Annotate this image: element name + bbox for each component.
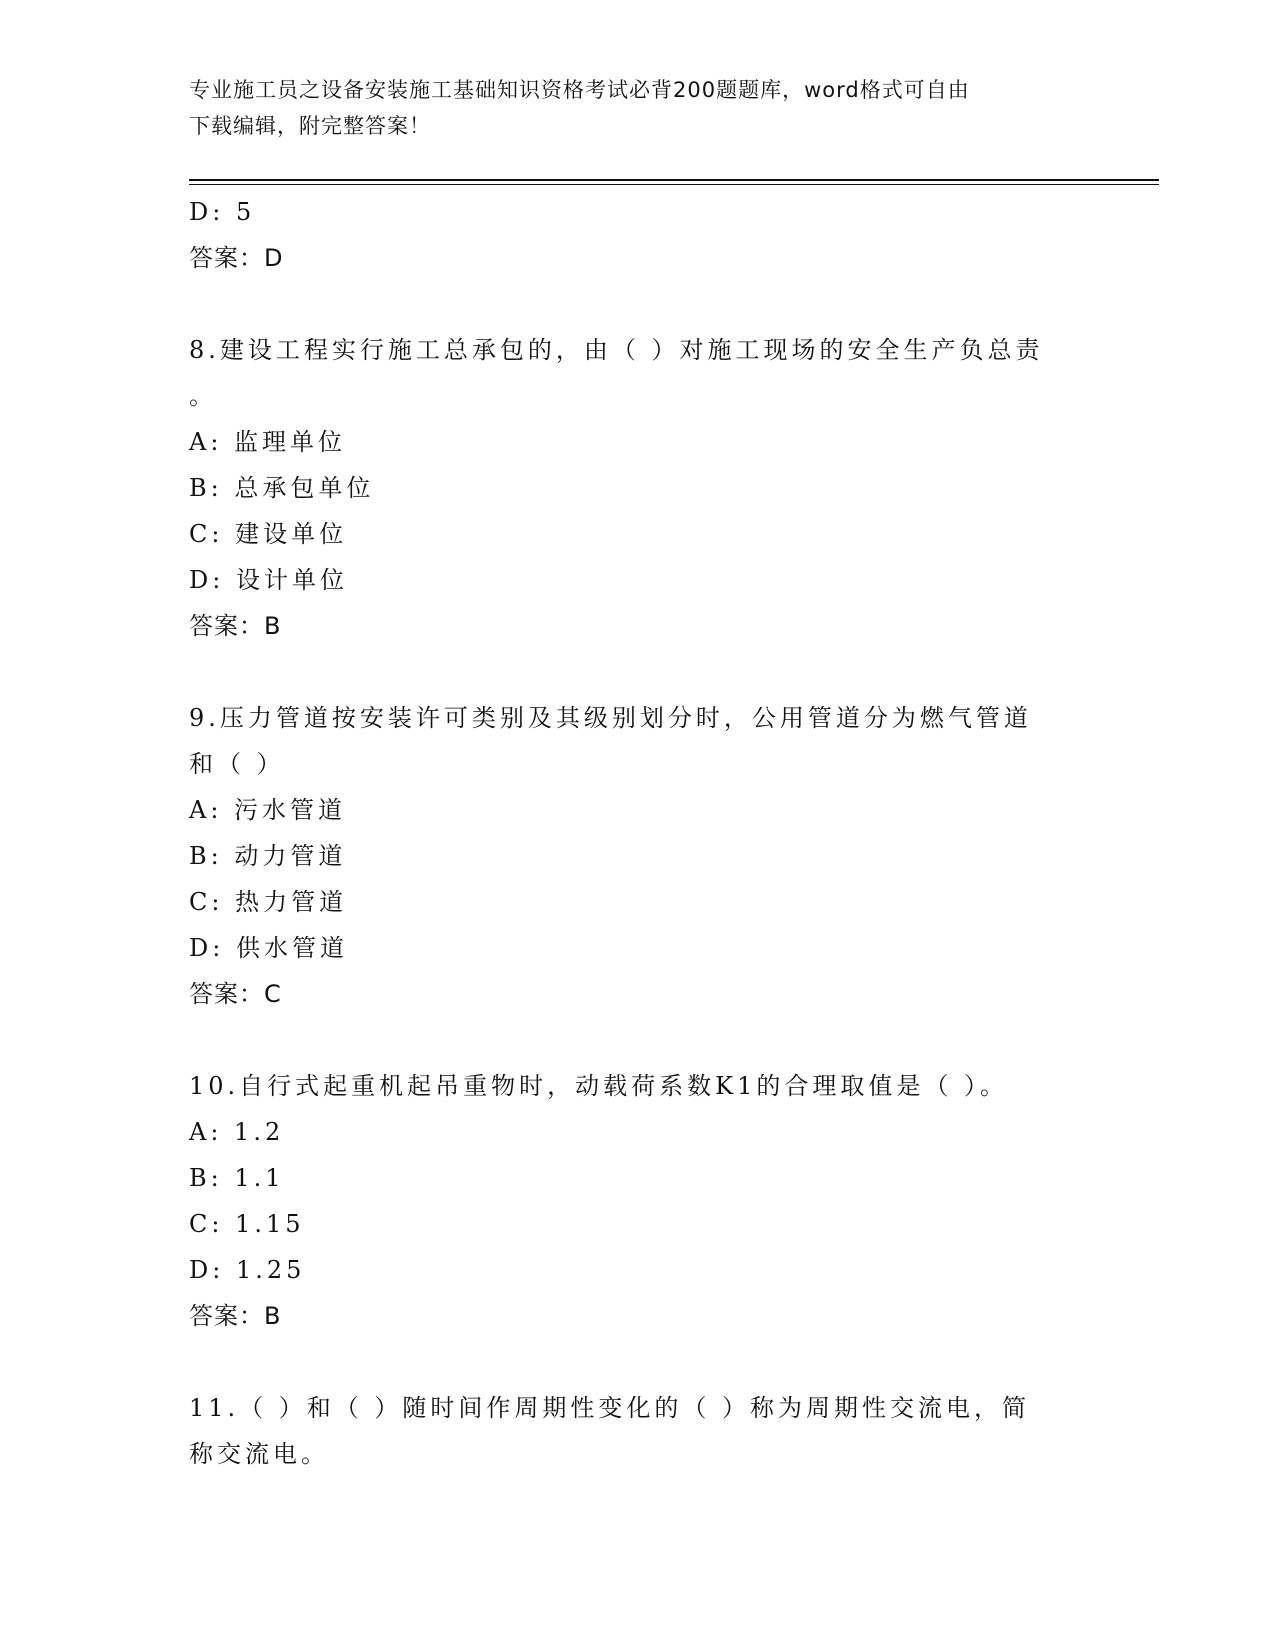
- question-stem-line: 10.自行式起重机起吊重物时，动载荷系数K1的合理取值是（ ）。: [189, 1072, 1008, 1100]
- question-content: [189, 189, 1089, 1477]
- question-stem-line: 和（ ）: [189, 750, 285, 778]
- question-9: [189, 695, 1089, 1017]
- option-d: D: 1.25: [189, 1256, 306, 1284]
- option-b: B: 总承包单位: [189, 474, 375, 502]
- question-stem-line: 11.（ ）和（ ）随时间作周期性变化的（ ）称为周期性交流电，简: [189, 1394, 1031, 1422]
- option-a: A: 污水管道: [189, 796, 347, 824]
- header-line-2: 下载编辑，附完整答案！: [189, 114, 431, 138]
- question-stem-line: 。: [189, 382, 217, 410]
- header-rule-top: [189, 179, 1159, 181]
- question-11: [189, 1385, 1089, 1477]
- option-b: B: 1.1: [189, 1164, 285, 1192]
- option-d: D: 供水管道: [189, 934, 348, 962]
- option-b: B: 动力管道: [189, 842, 347, 870]
- answer-line: 答案：C: [189, 980, 282, 1008]
- question-8: [189, 327, 1089, 649]
- question-stem-line: 8.建设工程实行施工总承包的，由（ ）对施工现场的安全生产负总责: [189, 336, 1044, 364]
- option-d: D: 设计单位: [189, 566, 348, 594]
- option-c: C: 热力管道: [189, 888, 348, 916]
- header-line-1: 专业施工员之设备安装施工基础知识资格考试必背200题题库，word格式可自由: [189, 78, 970, 102]
- option-c: C: 建设单位: [189, 520, 348, 548]
- document-header: [189, 72, 1089, 144]
- option-a: A: 监理单位: [189, 428, 347, 456]
- question-stem-line: 9.压力管道按安装许可类别及其级别划分时，公用管道分为燃气管道: [189, 704, 1032, 732]
- question-stem-line: 称交流电。: [189, 1440, 329, 1468]
- option-a: A: 1.2: [189, 1118, 285, 1146]
- option-c: C: 1.15: [189, 1210, 305, 1238]
- question-10: [189, 1063, 1089, 1339]
- option-d: D: 5: [189, 198, 256, 226]
- header-rule-bottom: [189, 184, 1159, 185]
- answer-line: 答案：B: [189, 612, 282, 640]
- answer-line: 答案：B: [189, 1302, 282, 1330]
- answer-line: 答案：D: [189, 244, 284, 272]
